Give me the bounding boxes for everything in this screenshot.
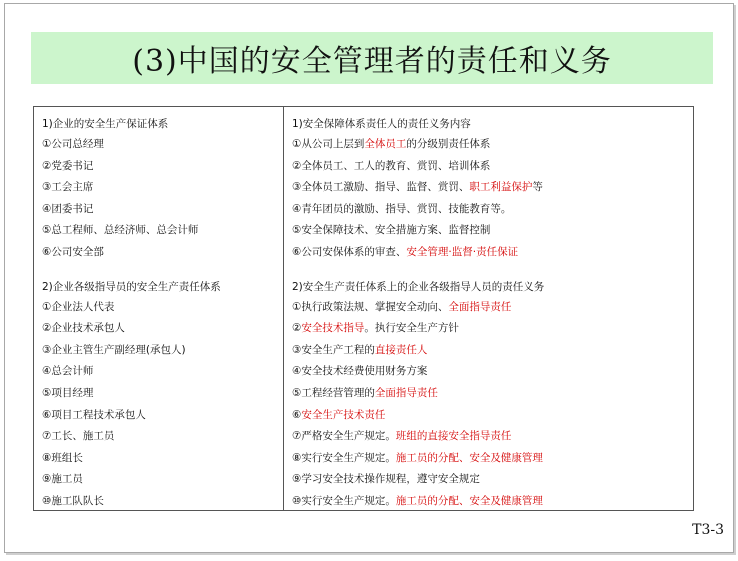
- left-list-item: ③企业主管生产副经理(承包人): [42, 343, 186, 356]
- right-section-2-heading: 2)安全生产责任体系上的企业各级指导人员的责任义务: [292, 280, 545, 293]
- page-code: T3-3: [692, 522, 724, 538]
- item-number: ③: [292, 343, 302, 356]
- left-list-item: ①公司总经理: [42, 138, 104, 150]
- right-list-item: [292, 405, 693, 427]
- left-list-item: ②党委书记: [42, 159, 94, 172]
- right-list-item: [292, 448, 693, 470]
- left-list-item: ①企业法人代表: [42, 300, 115, 313]
- right-panel: [283, 106, 694, 511]
- item-highlight: 全体员工: [364, 138, 407, 150]
- item-highlight: 施工员的分配、安全及健康管理: [395, 451, 543, 464]
- slide: [4, 3, 734, 553]
- left-list-item: ⑥公司安全部: [42, 245, 104, 258]
- item-highlight: 施工员的分配、安全及健康管理: [395, 494, 543, 507]
- item-text: 青年团员的激励、指导、赏罚、技能教育等。: [301, 202, 512, 215]
- right-list-item: [292, 469, 693, 491]
- left-section-2-heading: 2)企业各级指导员的安全生产责任体系: [42, 280, 221, 293]
- right-list-item: [292, 297, 693, 319]
- item-highlight: 职工利益保护: [469, 181, 533, 194]
- left-list-item: ④总会计师: [42, 365, 94, 378]
- item-text: 安全技术经费使用财务方案: [301, 365, 428, 378]
- item-number: ⑩: [292, 494, 302, 507]
- left-section-1-heading: 1)企业的安全生产保证体系: [42, 118, 169, 130]
- slide-title: (3)中国的安全管理者的责任和义务: [132, 44, 612, 79]
- item-highlight: 全面指导责任: [374, 386, 438, 399]
- item-text: 从公司上层到: [301, 138, 365, 150]
- item-number: ③: [292, 181, 302, 194]
- item-highlight: 安全技术指导: [301, 322, 365, 335]
- item-number: ⑤: [292, 386, 302, 399]
- item-text: 公司安保体系的审查、: [301, 245, 407, 258]
- left-list-item: ⑨施工员: [42, 473, 83, 486]
- item-text: 学习安全技术操作规程，遵守安全规定: [301, 473, 480, 486]
- right-list-item: [292, 156, 693, 178]
- right-list-item: [292, 383, 693, 405]
- item-highlight: 班组的直接安全指导责任: [395, 430, 512, 443]
- right-list-item: [292, 491, 693, 513]
- right-section-1-heading: 1)安全保障体系责任人的责任义务内容: [292, 118, 471, 130]
- right-list-item: [292, 340, 693, 362]
- item-text: 等: [532, 181, 543, 194]
- item-highlight: 安全管理·监督·责任保证: [406, 245, 519, 258]
- item-text: 安全生产工程的: [301, 343, 375, 356]
- item-text: 的分级别责任体系: [406, 138, 491, 150]
- item-number: ①: [292, 138, 302, 150]
- item-text: 执行政策法规、掌握安全动向、: [301, 300, 449, 313]
- item-highlight: 安全生产技术责任: [301, 408, 386, 421]
- left-list-item: ②企业技术承包人: [42, 322, 125, 335]
- item-text: 实行安全生产规定。: [301, 494, 396, 507]
- item-number: ⑨: [292, 473, 302, 486]
- left-list-item: ⑥项目工程技术承包人: [42, 408, 146, 421]
- item-number: ②: [292, 322, 302, 335]
- right-list-item: [292, 361, 693, 383]
- item-text: 实行安全生产规定。: [301, 451, 396, 464]
- left-list-item: ⑩施工队队长: [42, 494, 104, 507]
- left-list-item: ⑤总工程师、总经济师、总会计师: [42, 224, 199, 237]
- item-number: ⑥: [292, 245, 302, 258]
- left-list-item: ⑦工长、施工员: [42, 430, 115, 443]
- right-list-item: [292, 134, 693, 156]
- right-list-item: [292, 426, 693, 448]
- right-list-item: [292, 199, 693, 221]
- item-number: ⑤: [292, 224, 302, 237]
- item-text: 工程经营管理的: [301, 386, 375, 399]
- item-text: 。执行安全生产方针: [364, 322, 459, 335]
- right-list-item: [292, 220, 693, 242]
- item-number: ⑦: [292, 430, 302, 443]
- item-number: ⑧: [292, 451, 302, 464]
- item-number: ②: [292, 159, 302, 172]
- item-number: ④: [292, 202, 302, 215]
- item-highlight: 直接责任人: [374, 343, 428, 356]
- item-text: 全体员工、工人的教育、赏罚、培训体系: [301, 159, 491, 172]
- item-number: ①: [292, 300, 302, 313]
- right-list-item: [292, 242, 693, 264]
- right-list-item: [292, 177, 693, 199]
- left-list-item: ⑤项目经理: [42, 386, 94, 399]
- item-number: ⑥: [292, 408, 302, 421]
- left-list-item: ③工会主席: [42, 181, 94, 194]
- item-text: 严格安全生产规定。: [301, 430, 396, 443]
- right-list-item: [292, 318, 693, 340]
- item-text: 全体员工激励、指导、监督、赏罚、: [301, 181, 470, 194]
- left-list-item: ④团委书记: [42, 202, 94, 215]
- item-highlight: 全面指导责任: [448, 300, 512, 313]
- left-panel: [33, 106, 284, 511]
- title-band: [31, 32, 713, 84]
- item-number: ④: [292, 365, 302, 378]
- section-spacer: [292, 264, 693, 277]
- left-list-item: ⑧班组长: [42, 451, 83, 464]
- section-spacer: [42, 264, 283, 277]
- item-text: 安全保障技术、安全措施方案、监督控制: [301, 224, 491, 237]
